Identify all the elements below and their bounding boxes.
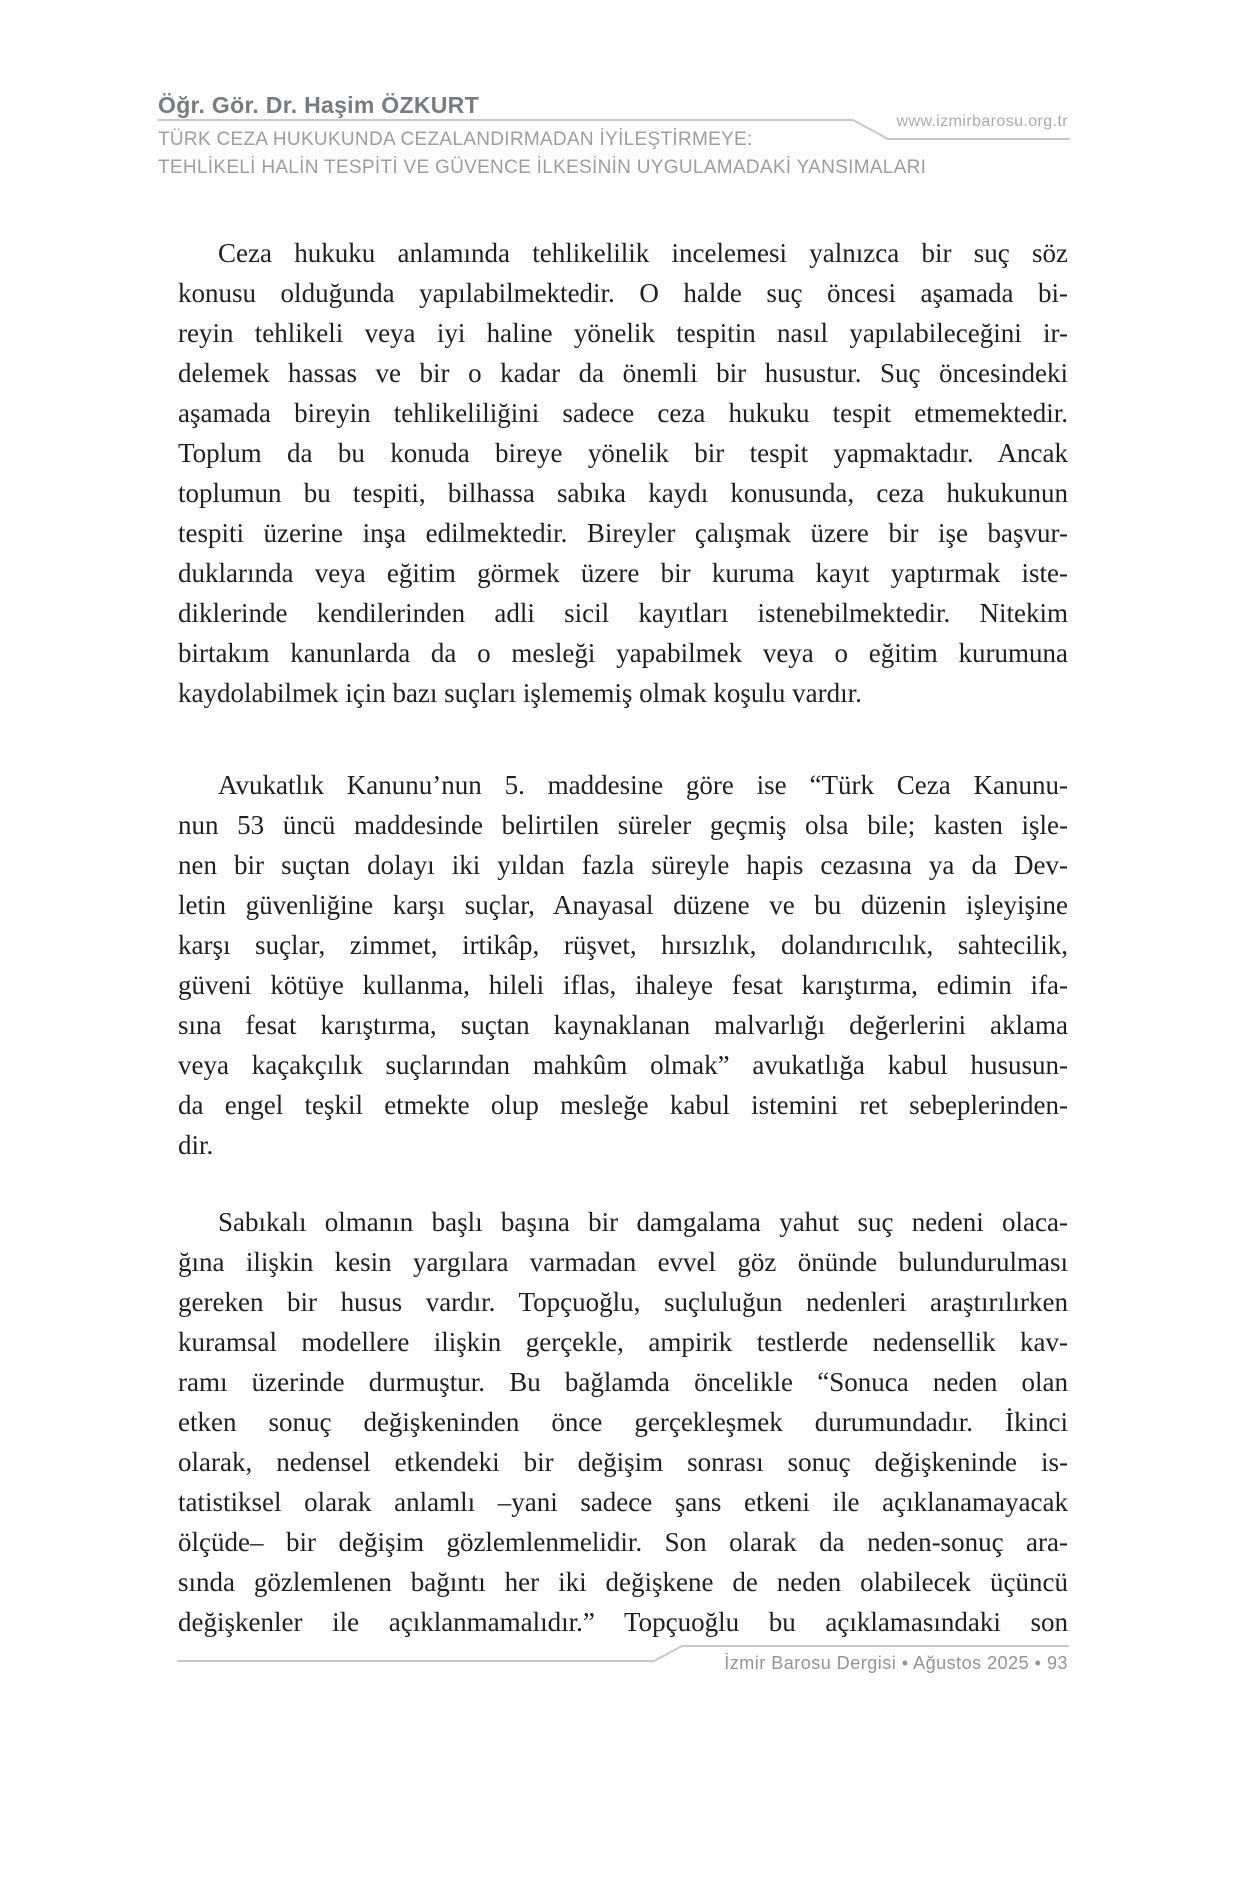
text-line: sında gözlemlenen bağıntı her iki değişkene de neden olabilecek üçüncü <box>178 1567 1068 1597</box>
article-title <box>158 126 926 182</box>
text-line: nen bir suçtan dolayı iki yıldan fazla süreyle hapis cezasına ya da Dev- <box>178 850 1068 880</box>
text-line: olarak, nedensel etkendeki bir değişim sonrası sonuç değişkeninde is- <box>178 1447 1068 1477</box>
text-line: tespiti üzerine inşa edilmektedir. Bireyler çalışmak üzere bir işe başvur- <box>178 518 1068 548</box>
text-line: tatistiksel olarak anlamlı –yani sadece şans etkeni ile açıklanamayacak <box>178 1487 1068 1517</box>
text-line: etken sonuç değişkeninden önce gerçekleşmek durumundadır. İkinci <box>178 1407 1068 1437</box>
author-name: Öğr. Gör. Dr. Haşim ÖZKURT <box>158 92 479 118</box>
text-line: Toplum da bu konuda bireye yönelik bir tespit yapmaktadır. Ancak <box>178 438 1068 468</box>
text-line: diklerinde kendilerinden adli sicil kayıtları istenebilmektedir. Nitekim <box>178 598 1068 628</box>
article-title-line-2: TEHLİKELİ HALİN TESPİTİ VE GÜVENCE İLKESİNİN UYGULAMADAKİ YANSIMALARI <box>158 157 927 178</box>
text-line: da engel teşkil etmekte olup mesleğe kabul istemini ret sebeplerinden- <box>178 1090 1068 1120</box>
paragraph <box>178 233 1068 713</box>
text-line: ramı üzerinde durmuştur. Bu bağlamda öncelikle “Sonuca neden olan <box>178 1367 1068 1397</box>
text-line: ölçüde– bir değişim gözlemlenmelidir. Son olarak da neden-sonuç ara- <box>178 1527 1068 1557</box>
text-line: konusu olduğunda yapılabilmektedir. O halde suç öncesi aşamada bi- <box>178 278 1068 308</box>
text-line: sına fesat karıştırma, suçtan kaynaklanan malvarlığı değerlerini aklama <box>178 1010 1068 1040</box>
footer-text: İzmir Barosu Dergisi • Ağustos 2025 • 93 <box>724 1653 1068 1673</box>
text-line: toplumun bu tespiti, bilhassa sabıka kaydı konusunda, ceza hukukunun <box>178 478 1068 508</box>
text-line: Avukatlık Kanunu’nun 5. maddesine göre ise “Türk Ceza Kanunu- <box>218 770 1068 800</box>
text-line: nun 53 üncü maddesinde belirtilen süreler geçmiş olsa bile; kasten işle- <box>178 810 1068 840</box>
text-line: aşamada bireyin tehlikeliliğini sadece ceza hukuku tespit etmemektedir. <box>178 398 1068 428</box>
text-line: duklarında veya eğitim görmek üzere bir kuruma kayıt yaptırmak iste- <box>178 558 1068 588</box>
text-line: delemek hassas ve bir o kadar da önemli bir husustur. Suç öncesindeki <box>178 358 1068 388</box>
paragraph <box>178 1202 1068 1642</box>
text-line: reyin tehlikeli veya iyi haline yönelik tespitin nasıl yapılabileceğini ir- <box>178 318 1068 348</box>
text-line: değişkenler ile açıklanmamalıdır.” Topçuoğlu bu açıklamasındaki son <box>178 1607 1068 1637</box>
text-line: karşı suçlar, zimmet, irtikâp, rüşvet, hırsızlık, dolandırıcılık, sahtecilik, <box>178 930 1068 960</box>
text-line: Sabıkalı olmanın başlı başına bir damgalama yahut suç nedeni olaca- <box>218 1207 1068 1237</box>
text-line: dir. <box>178 1130 214 1160</box>
text-line: kaydolabilmek için bazı suçları işlememiş olmak koşulu vardır. <box>178 678 862 708</box>
text-line: birtakım kanunlarda da o mesleği yapabilmek veya o eğitim kurumuna <box>178 638 1068 668</box>
site-url: www.izmirbarosu.org.tr <box>896 113 1068 130</box>
text-line: ğına ilişkin kesin yargılara varmadan evvel göz önünde bulundurulması <box>178 1247 1068 1277</box>
body-paragraphs <box>178 233 1068 1642</box>
article-title-line-1: TÜRK CEZA HUKUKUNDA CEZALANDIRMADAN İYİLEŞTİRMEYE: <box>158 129 753 150</box>
text-line: letin güvenliğine karşı suçlar, Anayasal düzene ve bu düzenin işleyişine <box>178 890 1068 920</box>
text-line: veya kaçakçılık suçlarından mahkûm olmak” avukatlığa kabul hususun- <box>178 1050 1068 1080</box>
text-line: güveni kötüye kullanma, hileli iflas, ihaleye fesat karıştırma, edimin ifa- <box>178 970 1068 1000</box>
text-line: kuramsal modellere ilişkin gerçekle, ampirik testlerde nedensellik kav- <box>178 1327 1068 1357</box>
paragraph <box>178 765 1068 1165</box>
text-line: gereken bir husus vardır. Topçuoğlu, suçluluğun nedenleri araştırılırken <box>178 1287 1068 1317</box>
text-line: Ceza hukuku anlamında tehlikelilik incelemesi yalnızca bir suç söz <box>218 238 1068 268</box>
